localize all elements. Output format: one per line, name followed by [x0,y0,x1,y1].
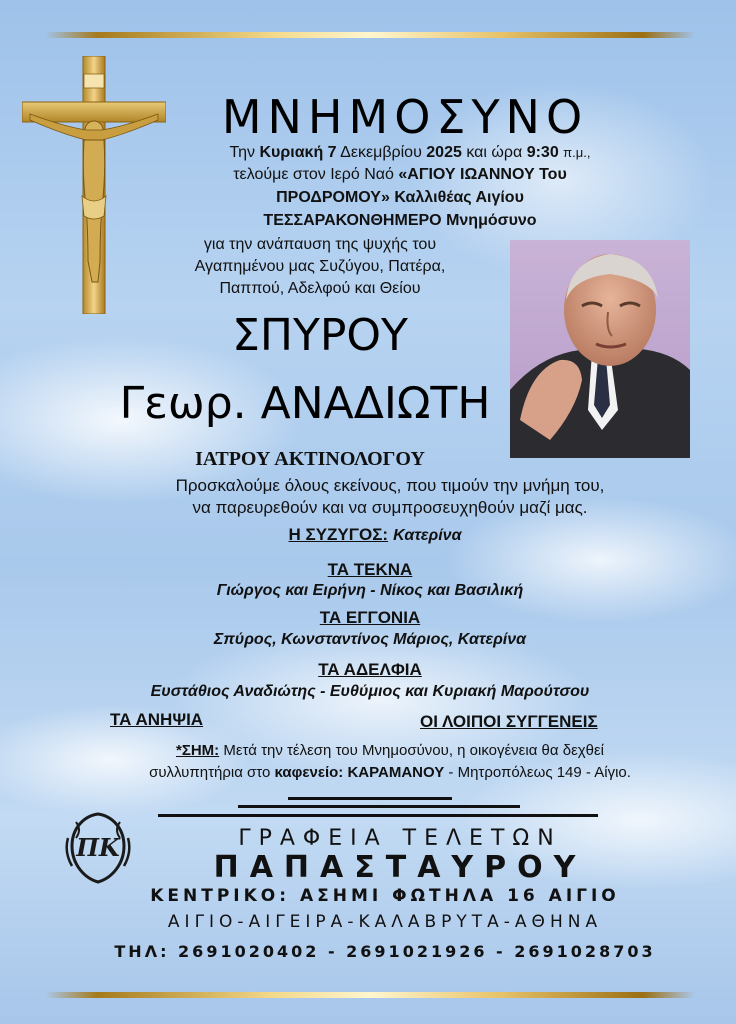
text-fragment: Κυριακή 7 [259,144,337,161]
divider-long [158,814,598,817]
note-text: Μετά την τέλεση του Μνημοσύνου, η οικογένεια θα δεχθεί [223,742,604,759]
venue-address: - Μητροπόλεως 149 - Αίγιο. [448,764,631,781]
text-fragment: Μνημόσυνο [446,212,537,229]
siblings-names: Ευστάθιος Αναδιώτης - Ευθύμιος και Κυριακή Μαρούτσου [150,683,590,700]
children-label: ΤΑ ΤΕΚΝΑ [327,560,413,579]
spouse-line [150,525,600,545]
announcement-line-6: Αγαπημένου μας Συζύγου, Πατέρα, [194,258,446,275]
note-text: συλλυπητήρια στο [149,764,271,781]
announcement-line-1 [150,144,670,162]
text-fragment: Δεκεμβρίου [340,144,422,161]
text-fragment: Του [539,166,567,183]
venue-name: καφενείο: ΚΑΡΑΜΑΝΟΥ [274,764,445,781]
funeral-home-address: ΚΕΝΤΡΙΚΟ: ΑΣΗΜΙ ΦΩΤΗΛΑ 16 ΑΙΓΙΟ [150,886,620,906]
funeral-home-phones: ΤΗΛ: 2691020402 - 2691021926 - 2691028703 [114,942,656,961]
church-name: «ΑΓΙΟΥ ΙΩΑΝΝΟΥ [398,166,535,183]
announcement-line-5: για την ανάπαυση της ψυχής του [203,236,437,253]
spouse-label: Η ΣΥΖΥΓΟΣ: [288,525,389,544]
spouse-name: Κατερίνα [393,527,462,544]
deceased-first-name: ΣΠΥΡΟΥ [232,310,408,361]
text-fragment: και ώρα [466,144,523,161]
relatives-label: ΟΙ ΛΟΙΠΟΙ ΣΥΓΓΕΝΕΙΣ [420,712,598,731]
text-fragment: Την [229,144,256,161]
funeral-home-locations: ΑΙΓΙΟ-ΑΙΓΕΙΡΑ-ΚΑΛΑΒΡΥΤΑ-ΑΘΗΝΑ [167,912,603,932]
memorial-type: ΤΕΣΣΑΡΑΚΟΝΘΗΜΕΡΟ [263,212,442,229]
note-line-2 [80,764,700,781]
announcement-line-4 [150,212,650,230]
text-fragment: π.μ., [563,145,591,160]
announcement-line-2 [150,166,650,184]
text-fragment: τελούμε στον Ιερό Ναό [233,166,394,183]
note-line-1 [80,742,700,759]
children-names: Γιώργος και Ειρήνη - Νίκος και Βασιλική [216,582,524,599]
bottom-gold-border [45,992,695,998]
top-gold-border [45,32,695,38]
divider-medium [238,805,520,808]
funeral-home-name: ΠΑΠΑΣΤΑΥΡΟΥ [213,850,587,885]
church-location: Καλλιθέας Αιγίου [394,189,524,206]
invitation-line-1: Προσκαλούμε όλους εκείνους, που τιμούν την μνήμη του, [175,476,605,495]
announcement-line-7: Παππού, Αδελφού και Θείου [219,280,421,297]
funeral-home-line-1: ΓΡΑΦΕΙΑ ΤΕΛΕΤΩΝ [238,826,562,851]
text-fragment: 2025 [426,144,462,161]
note-label: *ΣΗΜ: [175,742,220,759]
invitation-line-2: να παρευρεθούν και να συμπροσευχηθούν μαζί μας. [192,498,588,517]
portrait-photo [510,240,690,458]
nephews-label: ΤΑ ΑΝΗΨΙΑ [110,710,204,729]
text-fragment: 9:30 [526,144,559,161]
crucifix-icon [22,56,166,314]
grandchildren-label: ΤΑ ΕΓΓΟΝΙΑ [319,608,421,627]
divider-short [288,797,452,800]
deceased-profession: ΙΑΤΡΟΥ ΑΚΤΙΝΟΛΟΓΟΥ [195,448,425,470]
deceased-surname: Γεωρ. ΑΝΑΔΙΩΤΗ [119,378,491,429]
church-name-cont: ΠΡΟΔΡΟΜΟΥ» [276,189,390,206]
siblings-label: ΤΑ ΑΔΕΛΦΙΑ [318,660,422,679]
page-title: ΜΝΗΜΟΣΥΝΟ [221,90,589,144]
logo-monogram: ΠΚ [76,833,120,862]
announcement-line-3 [150,189,650,207]
grandchildren-names: Σπύρος, Κωνσταντίνος Μάριος, Κατερίνα [213,631,527,648]
